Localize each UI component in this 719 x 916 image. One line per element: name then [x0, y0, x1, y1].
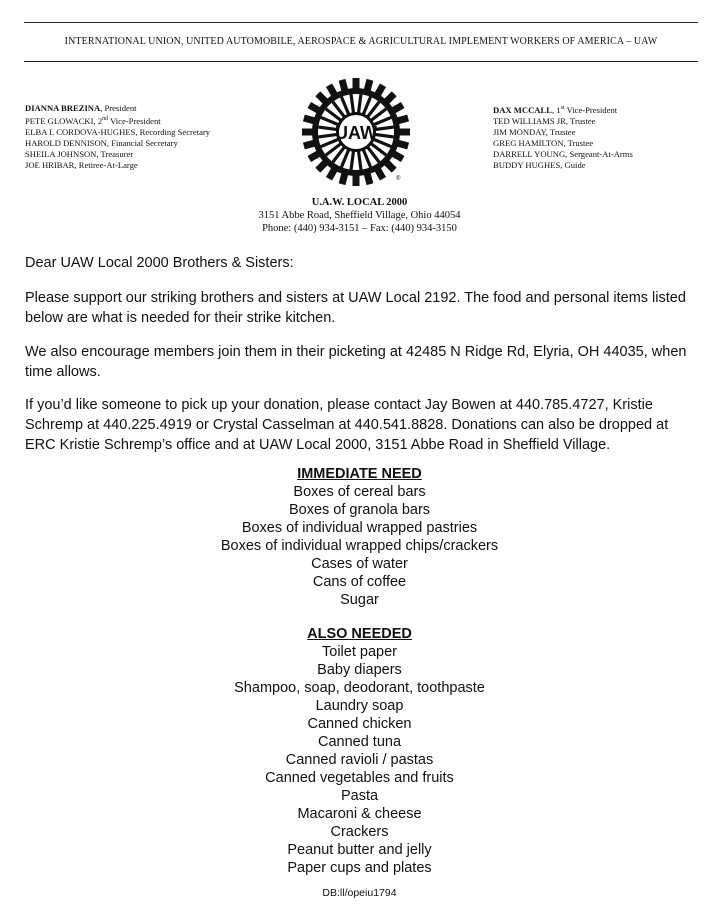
officer-row [493, 149, 633, 160]
immediate-need-list [0, 465, 719, 609]
union-name-header: INTERNATIONAL UNION, UNITED AUTOMOBILE, AEROSPACE & AGRICULTURAL IMPLEMENT WORKERS OF AMERICA – UAW [64, 36, 658, 47]
list-item: Pasta [340, 788, 379, 804]
officer-name: JIM MONDAY [493, 126, 546, 137]
officer-title: , Trustee [565, 115, 596, 126]
officer-title: , 1st Vice-President [551, 104, 618, 115]
list-item: Toilet paper [322, 644, 397, 660]
also-needed-list [0, 625, 719, 877]
officer-title: , Sergeant-At-Arms [565, 148, 633, 159]
list-item: Canned tuna [317, 734, 402, 750]
officer-row [493, 116, 633, 127]
officers-right-list [493, 103, 633, 171]
list-item: Crackers [330, 824, 389, 840]
officer-title: , President [100, 103, 137, 113]
list-item: Cases of water [311, 556, 408, 572]
officer-title: , Retiree-At-Large [74, 159, 138, 170]
list-item: Boxes of granola bars [288, 502, 431, 518]
list-item: Canned vegetables and fruits [265, 770, 454, 786]
list-item: Shampoo, soap, deodorant, toothpaste [234, 680, 485, 696]
list-item: Boxes of individual wrapped pastries [241, 520, 478, 536]
officer-title: , Trustee [563, 137, 594, 148]
officer-name: PETE GLOWACKI [25, 115, 94, 126]
list-item: Canned chicken [307, 716, 412, 732]
letter-salutation: Dear UAW Local 2000 Brothers & Sisters: [25, 255, 294, 271]
local-name: U.A.W. LOCAL 2000 [311, 197, 408, 208]
officer-title: , Guide [560, 159, 586, 170]
officer-row [493, 138, 633, 149]
list-item: Laundry soap [315, 698, 404, 714]
officer-row [25, 138, 210, 149]
officer-row [25, 127, 210, 138]
officer-row [25, 149, 210, 160]
list-item: Canned ravioli / pastas [285, 752, 434, 768]
officer-name: DAX MCCALL [493, 104, 552, 115]
officer-title: , 2nd Vice-President [93, 115, 161, 126]
officer-name: BUDDY HUGHES [493, 159, 561, 170]
officer-name: JOE HRIBAR [25, 159, 75, 170]
officer-row [25, 114, 210, 127]
officer-name: DARRELL YOUNG [493, 148, 566, 159]
registered-mark: ® [396, 176, 401, 182]
officer-row [493, 103, 633, 116]
local-phone-fax: Phone: (440) 934-3151 – Fax: (440) 934-3150 [262, 223, 457, 234]
list-item: Sugar [340, 592, 379, 608]
document-reference: DB:ll/opeiu1794 [322, 887, 397, 899]
officer-name: GREG HAMILTON [493, 137, 564, 148]
officer-title: , Financial Secretary [106, 137, 178, 148]
officer-title: , Trustee [545, 126, 576, 137]
list-item: Boxes of cereal bars [293, 484, 426, 500]
list-item: Baby diapers [317, 662, 402, 678]
list-item: Peanut butter and jelly [287, 842, 432, 858]
officer-title: , Recording Secretary [135, 126, 211, 137]
list-item: Macaroni & cheese [297, 806, 422, 822]
letter-paragraph-donations: If you’d like someone to pick up your donation, please contact Jay Bowen at 440.785.4727, Kristie Schremp at 440.225.4919 or Crystal Casselman at 440.541.8828. Donations can also be dropped at ERC Kristie Schremp’s office and at UAW Local 2000, 3151 Abbe Road in Sheffield Village. [25, 397, 669, 453]
officer-row [493, 160, 633, 171]
list-item: Paper cups and plates [287, 860, 432, 876]
letter-paragraph-support: Please support our striking brothers and sisters at UAW Local 2192. The food and personal items listed below are what is needed for their strike kitchen. [25, 290, 686, 326]
officers-left-list [25, 103, 210, 171]
header-top-rule [24, 22, 698, 23]
uaw-logo [300, 76, 412, 188]
header-bottom-rule [24, 61, 698, 62]
local-address: 3151 Abbe Road, Sheffield Village, Ohio 44054 [258, 210, 461, 221]
officer-row [25, 103, 210, 114]
officer-row [493, 127, 633, 138]
officer-row [25, 160, 210, 171]
officer-name: SHEILA JOHNSON [25, 148, 97, 159]
officer-name: TED WILLIAMS JR [493, 115, 566, 126]
logo-text: UAW [335, 123, 377, 143]
local-contact-block [0, 196, 719, 235]
immediate-need-heading: IMMEDIATE NEED [297, 466, 422, 482]
officer-name: DIANNA BREZINA [25, 103, 101, 113]
officer-name: HAROLD DENNISON [25, 137, 107, 148]
officer-name: ELBA I. CORDOVA-HUGHES [25, 126, 136, 137]
also-needed-heading: ALSO NEEDED [307, 626, 412, 642]
list-item: Boxes of individual wrapped chips/crackers [220, 538, 499, 554]
letter-paragraph-picketing: We also encourage members join them in their picketing at 42485 N Ridge Rd, Elyria, OH 44035, when time allows. [25, 344, 687, 380]
officer-title: , Treasurer [96, 148, 134, 159]
list-item: Cans of coffee [312, 574, 407, 590]
